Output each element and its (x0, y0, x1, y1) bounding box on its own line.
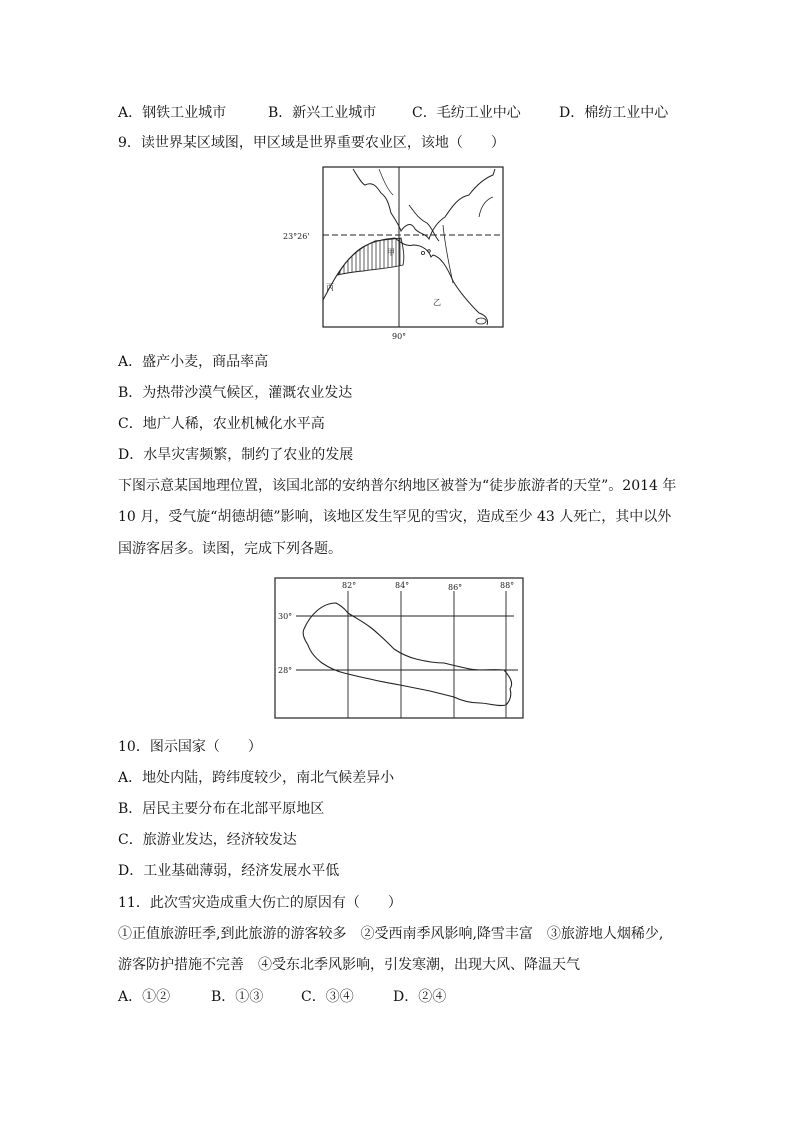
q9-option-a[interactable]: A．盛产小麦，商品率高 (118, 354, 269, 370)
lon-86-label: 86° (448, 583, 463, 592)
q8-option-c[interactable]: C．毛纺工业中心 (412, 105, 521, 121)
q11-statement-line-1: ①正值旅游旺季,到此旅游的游客较多 ②受西南季风影响,降雪丰富 ③旅游地人烟稀少, (118, 926, 664, 942)
region-bing-label: 丙 (326, 283, 334, 292)
q11-stem: 11．此次雪灾造成重大伤亡的原因有（ ） (118, 895, 402, 911)
q9-option-c[interactable]: C．地广人稀，农业机械化水平高 (118, 416, 325, 432)
q8-options (118, 102, 678, 122)
lon-88-label: 88° (500, 581, 515, 590)
passage-line-3: 国游客居多。读图，完成下列各题。 (118, 541, 342, 557)
nepal-map (274, 577, 524, 719)
q9-option-b[interactable]: B．为热带沙漠气候区，灌溉农业发达 (118, 385, 353, 401)
lon-84-label: 84° (395, 581, 410, 590)
q9-stem: 9．读世界某区域图，甲区域是世界重要农业区，该地（ ） (118, 135, 505, 151)
region-jia-label: 甲 (387, 248, 395, 257)
q10-option-c[interactable]: C．旅游业发达，经济较发达 (118, 832, 297, 848)
passage-line-1: 下图示意某国地理位置，该国北部的安纳普尔纳地区被誉为“徒步旅游者的天堂”。2014 年 (118, 478, 677, 494)
q8-option-d[interactable]: D．棉纺工业中心 (559, 105, 669, 121)
q11-option-d[interactable]: D．②④ (393, 989, 447, 1005)
map2-frame (275, 578, 523, 718)
q9-map (283, 165, 505, 347)
q11-statement-line-2: 游客防护措施不完善 ④受东北季风影响，引发寒潮，出现大风、降温天气 (118, 957, 580, 973)
q10-option-d[interactable]: D．工业基础薄弱，经济发展水平低 (118, 863, 340, 879)
passage-line-2: 10 月，受气旋“胡德胡德”影响，该地区发生罕见的雪灾，造成至少 43 人死亡，其中以外 (118, 509, 672, 525)
q10-stem: 10．图示国家（ ） (118, 739, 262, 755)
lat-28-label: 28° (278, 666, 293, 675)
q11-options (118, 986, 678, 1006)
q10-option-a[interactable]: A．地处内陆，跨纬度较少，南北气候差异小 (118, 770, 395, 786)
q11-option-b[interactable]: B．①③ (211, 989, 264, 1005)
map-frame (323, 167, 503, 327)
lat-30-label: 30° (278, 612, 293, 621)
region-yi-label: 乙 (433, 298, 441, 307)
lon-label: 90° (392, 332, 407, 341)
q9-option-d[interactable]: D．水旱灾害频繁，制约了农业的发展 (118, 447, 354, 463)
q8-option-b[interactable]: B．新兴工业城市 (268, 105, 377, 121)
q10-option-b[interactable]: B．居民主要分布在北部平原地区 (118, 801, 325, 817)
q11-option-a[interactable]: A．①② (118, 989, 171, 1005)
lon-82-label: 82° (342, 581, 357, 590)
lat-label: 23°26' (283, 232, 310, 241)
q11-option-c[interactable]: C．③④ (301, 989, 354, 1005)
q8-option-a[interactable]: A．钢铁工业城市 (118, 105, 227, 121)
